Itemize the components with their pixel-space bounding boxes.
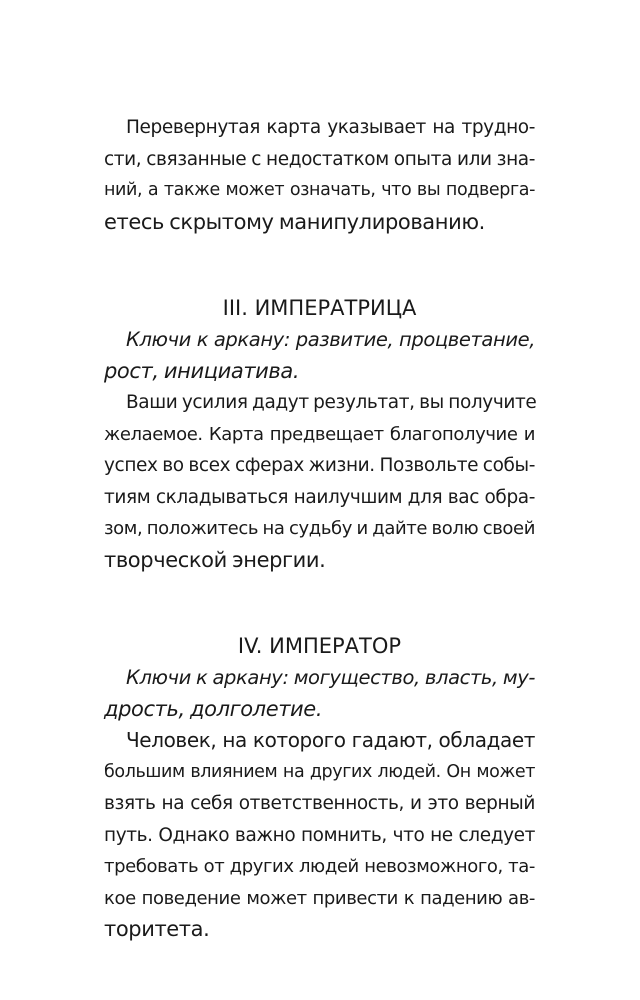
text-line: зом, положитесь на судьбу и дайте волю своей — [104, 518, 535, 539]
arcana-keys — [104, 324, 535, 387]
section-heading: III. ИМПЕРАТРИЦА — [222, 296, 417, 320]
text-line: сти, связанные с недостатком опыта или зна- — [104, 148, 535, 170]
text-line: Ключи к аркану: могущество, власть, му- — [126, 666, 535, 689]
text-line: кое поведение может привести к падению ав- — [104, 887, 535, 909]
text-line: творческой энергии. — [104, 547, 326, 572]
text-line: Ваши усилия дадут результат, вы получите — [126, 392, 537, 413]
text-line: торитета. — [104, 917, 210, 941]
text-line: етесь скрытому манипулированию. — [104, 209, 485, 234]
text-line: Ключи к аркану: развитие, процветание, — [126, 328, 535, 351]
text-line: путь. Однако важно помнить, что не следует — [104, 824, 535, 846]
text-line: ний, а также может означать, что вы подверга- — [104, 180, 535, 200]
section-heading: IV. ИМПЕРАТОР — [237, 634, 402, 658]
intro-paragraph — [104, 112, 535, 238]
text-line: дрость, долголетие. — [104, 696, 323, 721]
text-line: Человек, на которого гадают, обладает — [126, 728, 535, 752]
arcana-keys — [104, 662, 535, 725]
text-line: успех во всех сферах жизни. Позвольте собы- — [104, 455, 535, 476]
text-line: тиям складываться наилучшим для вас обра- — [104, 486, 535, 508]
text-line: желаемое. Карта предвещает благополучие и — [104, 423, 535, 445]
text-line: требовать от других людей невозможного, та- — [104, 856, 535, 877]
text-line: рост, инициатива. — [104, 358, 300, 383]
section-empress — [104, 292, 535, 576]
section-body — [104, 725, 535, 946]
section-emperor — [104, 630, 535, 946]
text-line: взять на себя ответственность, и это верный — [104, 793, 535, 814]
section-body — [104, 387, 535, 576]
text-line: Перевернутая карта указывает на трудно- — [126, 117, 535, 138]
page-content — [104, 112, 535, 946]
text-line: большим влиянием на других людей. Он может — [104, 761, 535, 782]
